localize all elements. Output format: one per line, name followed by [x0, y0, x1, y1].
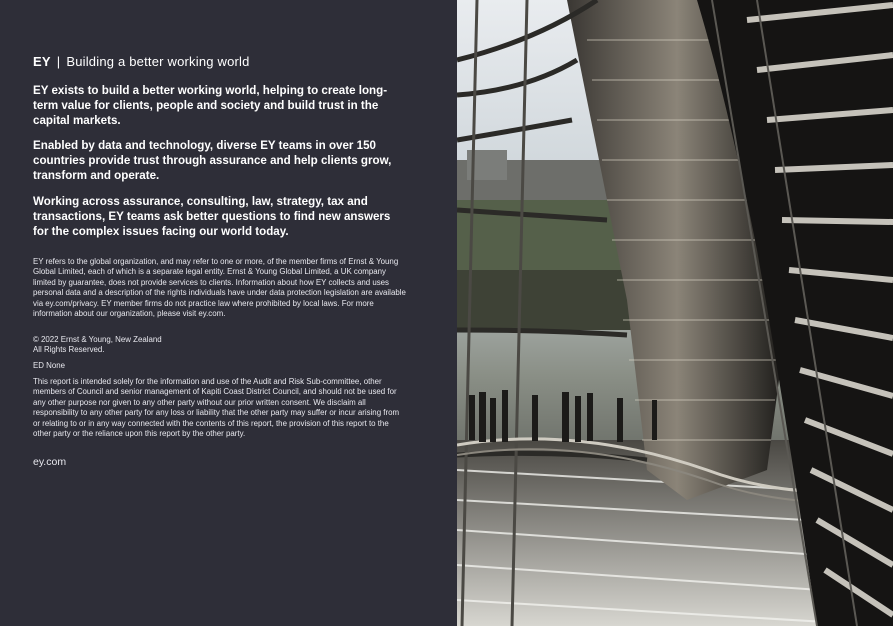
intro-paragraph-2: Enabled by data and technology, diverse EY teams in over 150 countries provide trust through assurance and help clients grow, transform and operate. [33, 139, 392, 182]
tagline: Building a better working world [66, 54, 250, 69]
brand-name: EY [33, 54, 51, 69]
legal-disclaimer: EY refers to the global organization, and may refer to one or more, of the member firms of Ernst & Young Global Limited, each of which is a separate legal entity. Ernst & Young Global Limited, a UK company limited by guarantee, does not provide services to clients. Information about how EY collects and uses personal data and a description of the rights individuals have under data protection legislation are available via ey.com/privacy. EY member firms do not practice law where prohibited by local laws. For more information about our organization, please visit ey.com. [33, 257, 406, 319]
ed-code: ED None [33, 361, 66, 370]
cover-photo [457, 0, 893, 626]
report-notice: This report is intended solely for the information and use of the Audit and Risk Sub-committee, other members of Council and senior management of Kapiti Coast District Council, and should not be used for any other purpose nor given to any other party without our prior written consent. We disclaim all responsibility to any other party for any loss or liability that the other party may suffer or incur arising from or relating to or in any way connected with the contents of this report, the provision of this report to the other party or the reliance upon this report by the other party. [33, 377, 400, 439]
copyright-line-2: All Rights Reserved. [33, 345, 105, 355]
intro-paragraph-1: EY exists to build a better working world, helping to create long-term value for clients, people and society and build trust in the capital markets. [33, 84, 388, 127]
title-separator: | [56, 54, 61, 69]
copyright-line-1: © 2022 Ernst & Young, New Zealand [33, 335, 162, 344]
copyright-block [33, 335, 407, 356]
intro-paragraph-3: Working across assurance, consulting, law, strategy, tax and transactions, EY teams ask better questions to find new answers for the complex issues facing our world today. [33, 195, 391, 238]
page-title [33, 54, 250, 69]
dome-interior-image [457, 0, 893, 626]
website-link[interactable]: ey.com [33, 456, 67, 468]
